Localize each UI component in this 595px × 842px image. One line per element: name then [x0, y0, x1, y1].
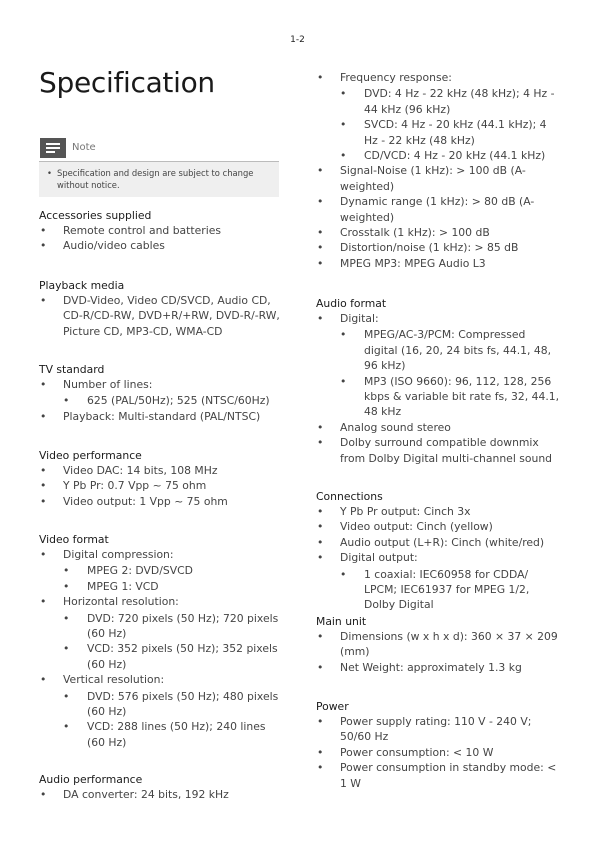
- spec-item-text: DA converter: 24 bits, 192 kHz: [63, 788, 229, 801]
- spec-item-text: Y Pb Pr: 0.7 Vpp ~ 75 ohm: [63, 479, 207, 493]
- spec-list: [39, 223, 284, 254]
- bullet-icon: •: [40, 464, 47, 477]
- note-header: [39, 138, 279, 158]
- spec-item: [39, 594, 284, 672]
- spec-subitem: [340, 327, 561, 373]
- spec-item-text: Remote control and batteries: [63, 224, 221, 237]
- bullet-icon: •: [317, 420, 324, 434]
- spec-item: [39, 409, 284, 424]
- spec-item: [39, 672, 284, 750]
- spec-item-text: Dynamic range (1 kHz): > 80 dB (A-weighted): [340, 195, 535, 224]
- section-accessories-supplied: [39, 208, 284, 254]
- bullet-icon: •: [317, 195, 324, 209]
- spec-sublist: [340, 327, 561, 419]
- spec-item: [316, 629, 561, 660]
- spec-subitem: [340, 567, 561, 613]
- bullet-icon: •: [340, 87, 347, 101]
- bullet-icon: •: [317, 312, 324, 325]
- section-title: Power: [316, 700, 349, 713]
- spec-item-text: Audio output (L+R): Cinch (white/red): [340, 535, 545, 549]
- spec-item-text: Digital compression:: [63, 548, 174, 561]
- spec-list: [316, 311, 561, 466]
- bullet-icon: •: [63, 394, 70, 408]
- spec-subitem: [63, 689, 284, 720]
- bullet-icon: •: [63, 720, 70, 734]
- spec-item-text: DVD-Video, Video CD/SVCD, Audio CD, CD-R/CD-RW, DVD+R/+RW, DVD-R/-RW, Picture CD, MP3-CD, WMA-CD: [63, 294, 280, 338]
- spec-item-text: Signal-Noise (1 kHz): > 100 dB (A-weighted): [340, 164, 526, 193]
- spec-subitem-text: MPEG/AC-3/PCM: Compressed digital (16, 20, 24 bits fs, 44.1, 48, 96 kHz): [364, 328, 552, 373]
- section-title: Connections: [316, 490, 383, 503]
- spec-list: [316, 714, 561, 791]
- spec-subitem-text: DVD: 720 pixels (50 Hz); 720 pixels (60 Hz): [87, 611, 279, 641]
- spec-subitem: [63, 611, 284, 642]
- spec-subitem-text: DVD: 576 pixels (50 Hz); 480 pixels (60 Hz): [87, 689, 279, 719]
- spec-item-text: Dolby surround compatible downmix from Dolby Digital multi-channel sound: [340, 436, 553, 465]
- spec-item-text: Net Weight: approximately 1.3 kg: [340, 660, 522, 674]
- bullet-icon: •: [340, 149, 347, 163]
- spec-item-text: Horizontal resolution:: [63, 595, 179, 609]
- bullet-icon: •: [317, 436, 324, 450]
- spec-list: [39, 463, 284, 509]
- spec-item-text: Power supply rating: 110 V - 240 V; 50/60 Hz: [340, 715, 532, 744]
- bullet-icon: •: [40, 224, 47, 237]
- spec-item: [39, 238, 284, 253]
- note-body: [39, 162, 279, 197]
- spec-subitem: [340, 374, 561, 420]
- spec-item-text: Digital output:: [340, 551, 418, 565]
- spec-list: [39, 547, 284, 750]
- spec-subitem: [63, 641, 284, 672]
- spec-item: [316, 435, 561, 466]
- spec-item: [39, 293, 284, 339]
- note-box: [39, 138, 279, 197]
- spec-item: [316, 550, 561, 613]
- spec-list: [316, 70, 561, 271]
- bullet-icon: •: [63, 579, 70, 593]
- spec-subitem: [63, 563, 284, 578]
- bullet-icon: •: [317, 551, 324, 565]
- spec-subitem: [340, 86, 561, 117]
- bullet-icon: •: [340, 328, 347, 342]
- spec-subitem: [63, 579, 284, 594]
- bullet-icon: •: [317, 535, 324, 549]
- section-title: Audio format: [316, 297, 387, 310]
- section-audio-performance-continued: [316, 70, 561, 271]
- spec-item: [39, 478, 284, 493]
- spec-list: [316, 629, 561, 675]
- bullet-icon: •: [317, 630, 324, 643]
- spec-sublist: [340, 86, 561, 163]
- section-title: Video format: [39, 533, 109, 546]
- spec-list: [39, 787, 284, 802]
- bullet-icon: •: [340, 374, 347, 388]
- bullet-icon: •: [317, 761, 324, 775]
- bullet-icon: •: [40, 548, 47, 561]
- spec-item-text: Distortion/noise (1 kHz): > 85 dB: [340, 241, 519, 255]
- spec-subitem-text: VCD: 288 lines (50 Hz); 240 lines (60 Hz): [87, 720, 266, 749]
- section-title: Accessories supplied: [39, 209, 152, 222]
- spec-item: [39, 377, 284, 409]
- spec-subitem-text: SVCD: 4 Hz - 20 kHz (44.1 kHz); 4 Hz - 22 kHz (48 kHz): [364, 118, 547, 147]
- spec-subitem-text: 1 coaxial: IEC60958 for CDDA/ LPCM; IEC61937 for MPEG 1/2, Dolby Digital: [364, 567, 530, 612]
- spec-item-text: Y Pb Pr output: Cinch 3x: [340, 505, 471, 518]
- bullet-icon: •: [40, 409, 47, 423]
- spec-item-text: Power consumption in standby mode: < 1 W: [340, 761, 557, 790]
- section-title: Video performance: [39, 449, 142, 462]
- bullet-icon: •: [40, 595, 47, 609]
- spec-list: [39, 293, 284, 339]
- spec-item: [316, 240, 561, 255]
- spec-item-text: Video output: Cinch (yellow): [340, 520, 493, 534]
- spec-item: [316, 194, 561, 225]
- bullet-icon: •: [63, 642, 70, 656]
- section-connections: [316, 489, 561, 613]
- bullet-icon: •: [40, 378, 47, 391]
- spec-list: [316, 504, 561, 613]
- bullet-icon: •: [317, 256, 324, 270]
- spec-item: [316, 504, 561, 519]
- spec-item: [39, 494, 284, 509]
- spec-item: [316, 745, 561, 760]
- note-item: • Specification and design are subject to change without notice.: [47, 167, 271, 191]
- section-title: TV standard: [39, 363, 105, 376]
- spec-item-text: Video output: 1 Vpp ~ 75 ohm: [63, 494, 228, 508]
- spec-subitem-text: MP3 (ISO 9660): 96, 112, 128, 256 kbps & variable bit rate fs, 32, 44.1, 48 kHz: [364, 374, 560, 419]
- spec-item: [316, 519, 561, 534]
- spec-item: [316, 311, 561, 420]
- spec-subitem-text: 625 (PAL/50Hz); 525 (NTSC/60Hz): [87, 394, 270, 408]
- spec-item-text: Dimensions (w x h x d): 360 × 37 × 209 (mm): [340, 630, 558, 659]
- section-title: Audio performance: [39, 773, 143, 786]
- spec-item-text: Audio/video cables: [63, 239, 165, 253]
- section-video-performance: [39, 448, 284, 509]
- spec-subitem: [63, 393, 284, 408]
- bullet-icon: •: [317, 715, 324, 728]
- spec-item: [39, 787, 284, 802]
- spec-item: [316, 535, 561, 550]
- bullet-icon: •: [40, 788, 47, 801]
- section-audio-performance: [39, 772, 284, 802]
- spec-subitem: [63, 719, 284, 750]
- spec-item-text: Number of lines:: [63, 378, 153, 391]
- spec-subitem-text: VCD: 352 pixels (50 Hz); 352 pixels (60 Hz): [87, 642, 278, 671]
- bullet-icon: •: [40, 239, 47, 253]
- spec-item-text: Vertical resolution:: [63, 673, 165, 687]
- bullet-icon: •: [317, 241, 324, 255]
- spec-item: [316, 760, 561, 791]
- spec-item: [316, 70, 561, 163]
- page-title: Specification: [39, 66, 215, 99]
- note-icon: [40, 138, 66, 158]
- spec-sublist: [63, 563, 284, 594]
- bullet-icon: •: [63, 564, 70, 578]
- bullet-icon: •: [317, 71, 324, 84]
- spec-item: [39, 463, 284, 478]
- spec-subitem-text: MPEG 2: DVD/SVCD: [87, 564, 193, 578]
- spec-item-text: Playback: Multi-standard (PAL/NTSC): [63, 409, 261, 423]
- spec-item-text: Digital:: [340, 312, 379, 325]
- bullet-icon: •: [317, 745, 324, 759]
- section-title: Playback media: [39, 279, 125, 292]
- bullet-icon: •: [317, 660, 324, 674]
- bullet-icon: •: [40, 494, 47, 508]
- section-title: Main unit: [316, 615, 367, 628]
- bullet-icon: •: [63, 611, 70, 625]
- spec-item: [316, 714, 561, 745]
- spec-item-text: Power consumption: < 10 W: [340, 745, 494, 759]
- spec-item: [316, 163, 561, 194]
- spec-item: [316, 420, 561, 435]
- bullet-icon: •: [40, 294, 47, 307]
- spec-sublist: [63, 689, 284, 751]
- page-number: 1-2: [290, 35, 305, 45]
- note-label: Note: [72, 142, 96, 153]
- section-audio-format: [316, 296, 561, 466]
- bullet-icon: •: [317, 164, 324, 178]
- spec-sublist: [340, 567, 561, 613]
- spec-item-text: Frequency response:: [340, 71, 452, 84]
- bullet-icon: •: [340, 118, 347, 132]
- bullet-icon: •: [40, 479, 47, 493]
- spec-item: [316, 256, 561, 271]
- section-playback-media: [39, 278, 284, 339]
- bullet-icon: •: [340, 567, 347, 581]
- spec-item: [316, 660, 561, 675]
- spec-item: [39, 223, 284, 238]
- spec-sublist: [63, 611, 284, 673]
- spec-item: [316, 225, 561, 240]
- section-video-format: [39, 532, 284, 750]
- spec-sublist: [63, 393, 284, 408]
- bullet-icon: •: [63, 689, 70, 703]
- bullet-icon: •: [317, 520, 324, 534]
- spec-subitem-text: MPEG 1: VCD: [87, 579, 159, 593]
- spec-list: [39, 377, 284, 424]
- bullet-icon: •: [40, 673, 47, 687]
- spec-subitem: [340, 117, 561, 148]
- bullet-icon: •: [317, 226, 324, 240]
- bullet-icon: •: [317, 505, 324, 518]
- spec-item-text: Crosstalk (1 kHz): > 100 dB: [340, 226, 490, 240]
- spec-subitem-text: CD/VCD: 4 Hz - 20 kHz (44.1 kHz): [364, 149, 546, 163]
- section-power: [316, 699, 561, 791]
- section-tv-standard: [39, 362, 284, 424]
- spec-item-text: Video DAC: 14 bits, 108 MHz: [63, 464, 218, 477]
- spec-subitem: [340, 148, 561, 163]
- spec-item: [39, 547, 284, 594]
- spec-item-text: Analog sound stereo: [340, 420, 451, 434]
- spec-subitem-text: DVD: 4 Hz - 22 kHz (48 kHz); 4 Hz - 44 kHz (96 kHz): [364, 87, 555, 116]
- spec-item-text: MPEG MP3: MPEG Audio L3: [340, 256, 486, 270]
- section-main-unit: [316, 614, 561, 675]
